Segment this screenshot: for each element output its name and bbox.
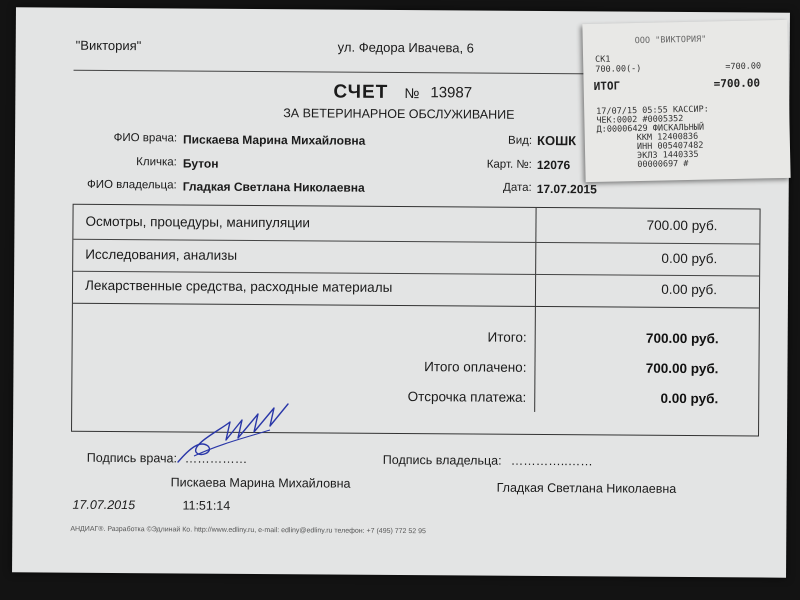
receipt-total-value: =700.00 — [713, 76, 761, 91]
deferral-amount: 0.00 руб. — [660, 390, 719, 407]
receipt-amount-left: 700.00(-) — [595, 63, 642, 75]
date-value: 17.07.2015 — [536, 181, 597, 197]
footer-text: АНДИАГ®. Разработка ©Эдлинай Ко. http://www.edliny.ru, e-mail: edliny@edliny.ru телефон: +7 (495) 772 52 95 — [70, 525, 426, 536]
invoice-number: 13987 — [430, 84, 473, 102]
table-row-divider — [73, 271, 759, 277]
species-value: КОШК — [537, 132, 577, 149]
receipt-amount-right: =700.00 — [725, 61, 762, 73]
doctor-signature-label: Подпись врача: — [86, 450, 178, 466]
cash-receipt — [582, 20, 790, 182]
receipt-total-label: ИТОГ — [593, 79, 621, 93]
service-name: Лекарственные средства, расходные материалы — [84, 277, 393, 295]
service-amount: 700.00 руб. — [646, 217, 718, 234]
deferral-label: Отсрочка платежа: — [407, 389, 527, 405]
card-value: 12076 — [536, 157, 571, 173]
table-row-divider — [73, 239, 759, 245]
invoice-number-label: № — [404, 85, 420, 102]
invoice-subtitle: ЗА ВЕТЕРИНАРНОЕ ОБСЛУЖИВАНИЕ — [283, 106, 515, 122]
receipt-eklz: ЭКЛЗ 1440335 — [637, 149, 699, 162]
owner-value: Гладкая Светлана Николаевна — [182, 179, 365, 195]
doctor-signature-scribble — [170, 400, 300, 470]
receipt-kkm: ККМ 12400836 — [636, 131, 699, 144]
receipt-doc: Д:00006429 ФИСКАЛЬНЫЙ — [596, 122, 705, 135]
receipt-inn: ИНН 005407482 — [636, 140, 704, 153]
receipt-org: ООО "ВИКТОРИЯ" — [634, 34, 707, 47]
receipt-code: 00000697 # — [637, 158, 689, 171]
nickname-value: Бутон — [182, 156, 219, 171]
doctor-signature-line: …………… — [184, 451, 248, 466]
receipt-datetime: 17/07/15 05:55 КАССИР: — [596, 104, 709, 117]
owner-signature-label: Подпись владельца: — [382, 452, 502, 468]
paid-label: Итого оплачено: — [424, 359, 527, 375]
date-label: Дата: — [503, 181, 532, 194]
receipt-check: ЧЕК:0002 #0005352 — [596, 114, 684, 126]
table-row-divider — [73, 303, 759, 309]
service-name: Осмотры, процедуры, манипуляции — [85, 213, 311, 231]
signature-time: 11:51:14 — [182, 498, 231, 513]
nickname-label: Кличка: — [136, 156, 177, 169]
owner-name: Гладкая Светлана Николаевна — [496, 480, 677, 496]
doctor-label: ФИО врача: — [113, 131, 178, 145]
receipt-ck-line: СК1 — [595, 54, 611, 65]
org-address: ул. Федора Ивачева, 6 — [337, 39, 474, 56]
total-label: Итого: — [487, 329, 527, 345]
owner-label: ФИО владельца: — [86, 178, 177, 192]
table-column-divider — [534, 208, 536, 412]
paid-amount: 700.00 руб. — [645, 360, 719, 377]
total-amount: 700.00 руб. — [645, 330, 719, 347]
signature-date: 17.07.2015 — [72, 497, 136, 513]
doctor-name: Пискаева Марина Михайловна — [170, 475, 351, 491]
owner-signature-line: …………..…… — [510, 453, 593, 469]
invoice-title: СЧЕТ — [333, 81, 389, 103]
service-amount: 0.00 руб. — [661, 250, 718, 267]
service-name: Исследования, анализы — [85, 246, 238, 263]
doctor-value: Пискаева Марина Михайловна — [183, 132, 366, 148]
service-amount: 0.00 руб. — [661, 281, 718, 298]
header-divider — [74, 70, 596, 75]
card-label: Карт. №: — [486, 158, 532, 171]
species-label: Вид: — [508, 134, 533, 147]
org-name: "Виктория" — [75, 37, 142, 54]
